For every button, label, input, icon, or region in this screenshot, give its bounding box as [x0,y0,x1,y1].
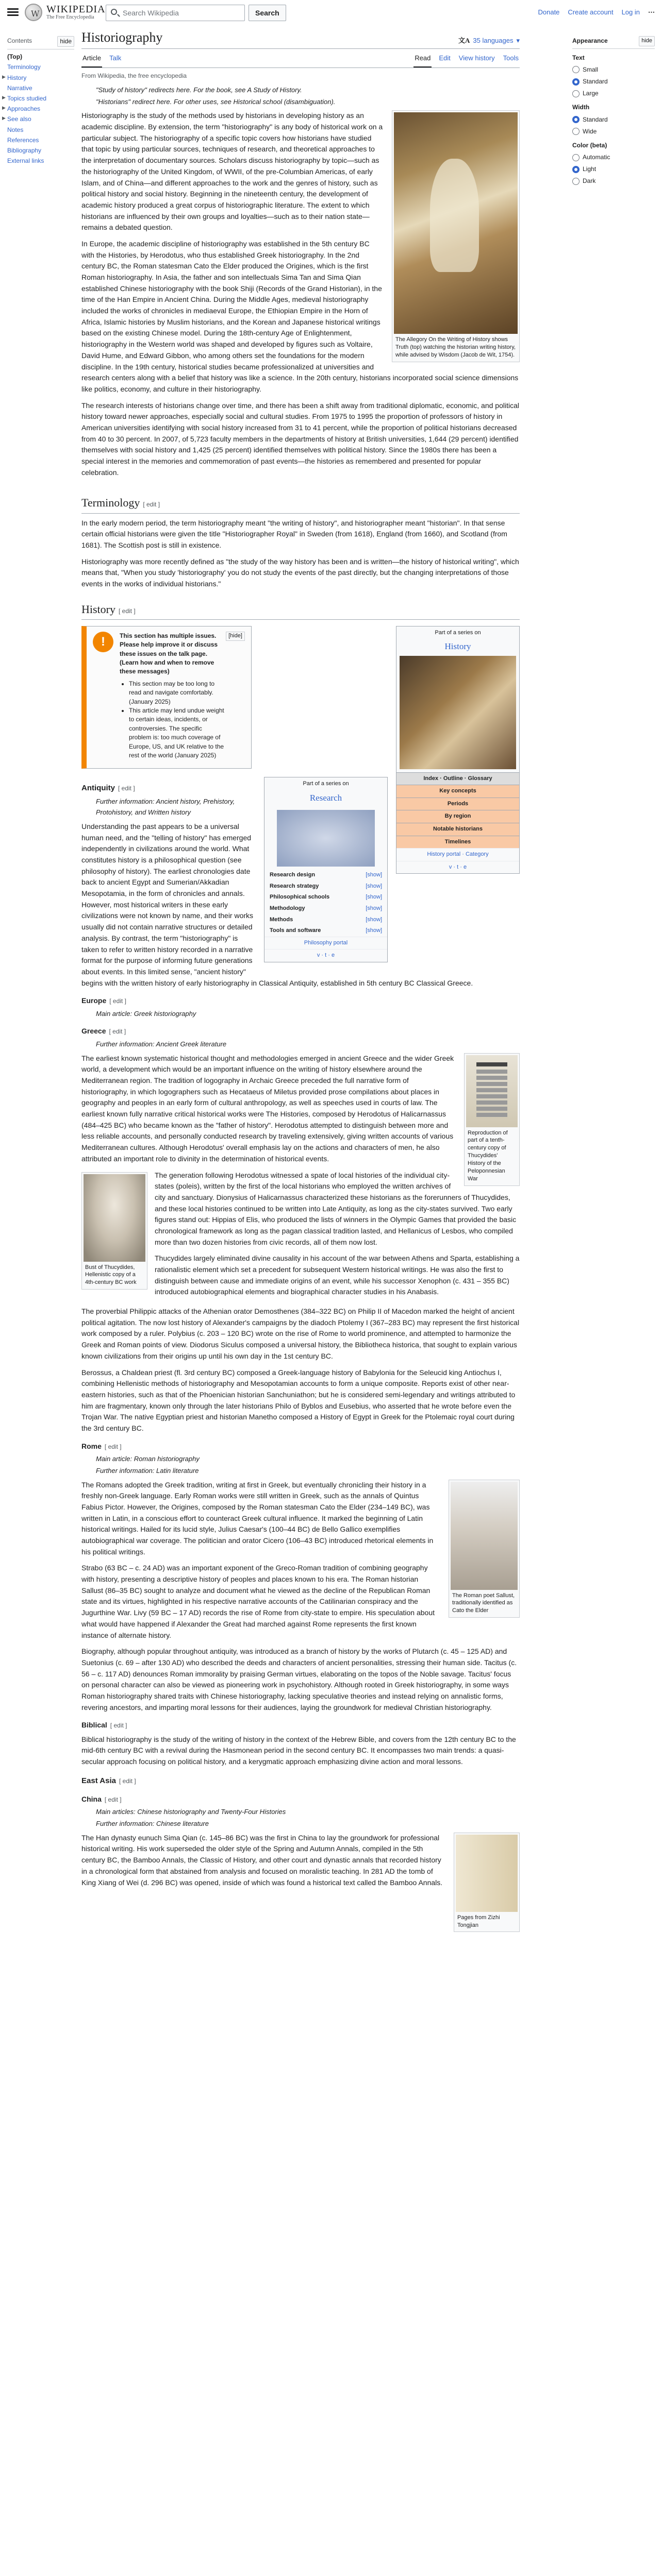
radio-button-icon[interactable] [572,154,580,161]
thucydides-manuscript-figure [464,1053,520,1186]
lead-figure [392,110,520,362]
issue-item: • This article may lend undue weight to certain ideas, incidents, or controversies. The specific problem is: too much coverage of Europe, US, and UK relative to the rest of the world (January 2025) [129,706,226,760]
series-image [277,810,375,867]
toc-item[interactable]: (Top) [7,53,23,61]
issue-item: • This section may be too long to read and navigate comfortably. (January 2025) [129,680,226,706]
section-heading-china: China [ edit ] [81,1794,122,1803]
tab-view-history[interactable]: View history [458,54,495,62]
series-list-item[interactable]: Tools and software [show] [264,925,387,937]
series-row[interactable]: Periods [396,798,519,810]
china-paragraph: The Han dynasty eunuch Sima Qian (c. 145–86 BC) was the first in China to lay the groundwork for professional historical writing. His work superseded the older style of the Spring and Autumn Annals, compiled in the 5th century BC, the Bamboo Annals, the Classic of History, and other court and dynastic annals that recorded history in a chronological form that abstained from analysis and focused on moralistic teaching. In 281 AD the tomb of King Xiang of Wei (d. 296 BC) was opened, inside of which was found a historical text called the Bamboo Annals. [81,1833,443,1887]
hatnote: "Historians" redirect here. For other uses, see Historical school (disambiguation). [96,97,336,106]
section-heading-rome: Rome [ edit ] [81,1442,122,1450]
more-options-icon[interactable]: ⋯ [648,8,655,16]
show-toggle[interactable]: [show] [366,894,382,901]
edit-link[interactable]: [ edit ] [143,501,160,509]
width-option[interactable]: Wide [572,127,655,137]
section-heading-europe: Europe [ edit ] [81,996,126,1005]
main-menu-icon[interactable] [7,7,19,18]
radio-button-icon[interactable] [572,78,580,86]
search-icon [111,9,117,15]
terminology-paragraph: Historiography was more recently defined as "the study of the way history has been and is written—the history of historical writing", which means that, "When you study 'historiography' you do not study the events of the past directly, but the changing interpretations of those events in the works of individual historians." [81,557,519,588]
section-heading-greece: Greece [ edit ] [81,1027,126,1036]
edit-link[interactable]: [ edit ] [119,1777,136,1785]
series-list-item[interactable]: Methodology [show] [264,903,387,914]
donate-link[interactable]: Donate [538,8,560,16]
greece-paragraph: Berossus, a Chaldean priest (fl. 3rd century BC) composed a Greek-language history of Babylonia for the Seleucid king Antiochus I, combining Hellenistic methods of historiography and Mesopotamian accounts to form a unique composite. Reports exist of other near-eastern histories, such as that of the Phoenician historian Sanchuniathon; but he is considered semi-legendary and writings attributed to him are fragmentary, known only through the later historians Philo of Byblos and Eusebius, who asserted that he wrote before even the Trojan War. The native Egyptian priest and historian Manetho composed a History of Egypt in Greek for the Ptolemaic royal court during the 3rd century BC. [81,1368,516,1432]
color-label: Color (beta) [572,141,607,149]
lead-paragraph: Historiography is the study of the methods used by historians in developing history as an academic discipline. By extension, the term "historiography" is any body of historical work on a particular subject. The historiography of a specific topic covers how historians have studied that topic by using particular sources, techniques of research, and theoretical approaches to the interpretation of documentary sources. Scholars discuss historiography by topic—such as the historiography of the United Kingdom, of WWII, of the pre-Columbian Americas, of early Islam, and of China—and different approaches to the work and the genres of history, such as political history and social history. Beginning in the nineteenth century, the development of academic history produced a great corpus of historiographic literature. The extent to which historians are influenced by their own groups and loyalties—such as to their nation state—remains a debated question. [81,111,383,232]
greece-paragraph: The proverbial Philippic attacks of the Athenian orator Demosthenes (384–322 BC) on Philip II of Macedon marked the height of ancient political agitation. The now lost history of Alexander's campaigns by the diadoch Ptolemy I (367–283 BC) may represent the first historical work composed by a ruler. Polybius (c. 203 – 120 BC) wrote on the rise of Rome to world prominence, and attempted to harmonize the Greek and Roman points of view. Diodorus Siculus composed a universal history, the Bibliotheca historica, that sought to explain various known civilizations from their origins up until his own day in the 1st century BC. [81,1307,520,1360]
series-list-item[interactable]: Research strategy [show] [264,881,387,892]
color-option[interactable]: Dark [572,176,655,186]
personal-tools [538,7,655,18]
sallust-figure [449,1480,520,1618]
section-heading-antiquity: Antiquity [ edit ] [81,784,135,793]
text-size-option[interactable]: Standard [572,77,655,87]
manuscript-image[interactable] [456,1835,518,1912]
text-size-option[interactable]: Small [572,65,655,75]
toc-item[interactable]: Notes [7,126,24,133]
greece-paragraph: The earliest known systematic historical thought and methodologies emerged in ancient Greece and the wider Greek world, a development which would be an important influence on the writing of history elsewhere around the Mediterranean region. The tradition of logography in Archaic Greece preceded the full narrative form of historiography, in which logographers such as Hecataeus of Miletus provided prose compilations about places in geography and peoples in an early form of cultural anthropology, as well as speeches used in courts of law. The earliest known fully narrative critical historical works were The Histories, composed by Herodotus of Halicarnassus (484–425 BC) who became known as the "father of history". Herodotus attempted to distinguish between more and less reliable accounts, and personally conducted research by traveling extensively, giving written accounts of various Mediterranean cultures. Although Herodotus' overall emphasis lay on the actions and characters of men, he also attributed an important role to divinity in the determination of historical events. [81,1054,454,1163]
rome-paragraph: Biography, although popular throughout antiquity, was introduced as a branch of history by the works of Plutarch (c. 45 – 125 AD) and Suetonius (c. 69 – after 130 AD) who described the deeds and characters of ancient personalities, stressing their human side. Tacitus (c. 56 – c. 117 AD) denounces Roman immorality by praising German virtues, elaborating on the topos of the Noble savage. Tacitus' focus on personal character can also be viewed as pioneering work in psychohistory. Although rooted in Greek historiography, in some ways Roman historiography shared traits with Chinese historiography, lacking speculative theories and instead relying on annalistic forms, revering ancestors, and imparting moral lessons for their audiences, laying the groundwork for medieval Christian historiography. [81,1647,517,1711]
appearance-panel [572,36,655,189]
globe-icon: W [25,4,42,21]
further-information: Further information: Ancient history, Prehistory, Protohistory, and Written history [96,798,235,817]
tab-edit[interactable]: Edit [439,54,451,62]
main-article-note: Main articles: Chinese historiography and Twenty-Four Histories [96,1808,286,1816]
tab-read[interactable]: Read [413,51,432,67]
radio-button-icon[interactable] [572,128,580,135]
figure-caption: The Roman poet Sallust, traditionally identified as Cato the Elder [452,1592,515,1614]
main-article-note: Main article: Roman historiography [96,1455,200,1463]
series-row[interactable]: Key concepts [396,785,519,798]
terminology-paragraph: In the early modern period, the term historiography meant "the writing of history", and historiographer meant "historian". In that sense certain official historians were given the title "Historiographer Royal" in Sweden (from 1618), England (from 1660), and Scotland (from 1681). The Scottish post is still in existence. [81,518,507,549]
chevron-right-icon[interactable]: ▶ [2,74,6,79]
series-index-links[interactable]: Index · Outline · Glossary [396,772,519,785]
radio-button-icon[interactable] [572,116,580,123]
width-label: Width [572,104,590,111]
series-footer[interactable]: History portal · Category [396,848,519,861]
show-toggle[interactable]: [show] [366,927,382,934]
edit-link[interactable]: [ edit ] [109,997,126,1005]
wordmark: WIKIPEDIA [46,4,106,15]
section-heading-biblical: Biblical [ edit ] [81,1721,127,1730]
radio-button-icon[interactable] [572,178,580,185]
further-information: Further information: Ancient Greek literature [96,1040,227,1048]
biblical-paragraph: Biblical historiography is the study of the writing of history in the context of the Hebrew Bible, and covers from the 12th century BC to the mid-6th century BC with a revival during the Hasmonean period in the second century BC. It encompasses two main trends: a quasi-secular approach focusing on political history, and a kerygmatic approach emphasizing divine action and moral lessons. [81,1735,516,1766]
thucydides-bust-figure [81,1172,147,1290]
show-toggle[interactable]: [show] [366,905,382,911]
hatnote: "Study of history" redirects here. For the book, see A Study of History. [96,86,302,94]
bust-image[interactable] [84,1174,145,1262]
chevron-down-icon: ▾ [516,37,520,44]
research-series-box: Part of a series on Research Research design [show] Research strategy [show] Philosophical schools [show] Methodology [show] Methods [show] Tools and software [show] Philosophy portal v · t · e [264,777,388,962]
edit-link[interactable]: [ edit ] [110,1722,127,1730]
article-content [81,29,520,1937]
search-button[interactable]: Search [249,5,286,21]
series-title[interactable]: Research [309,792,342,803]
section-heading-terminology: Terminology [ edit ] [81,494,520,513]
series-footer[interactable]: Philosophy portal [264,937,387,950]
figure-caption: Pages from Zizhi Tongjian [457,1914,500,1928]
rome-paragraph: The Romans adopted the Greek tradition, writing at first in Greek, but eventually chronicling their history in a freshly non-Greek language. Early Roman works were still written in Greek, such as the annals of Quintus Fabius Pictor. However, the Origines, composed by the Roman statesman Cato the Elder (234–149 BC), was written in Latin, in a conscious effort to counteract Greek cultural influence. It marked the beginning of Latin historical writings. Hailed for its lucid style, Julius Caesar's (100–44 BC) de Bello Gallico exemplifies autobiographical war coverage. The politician and orator Cicero (106–43 BC) introduced rhetorical elements in his political writings. [81,1480,434,1556]
main-article-note: Main article: Greek historiography [96,1009,196,1018]
antiquity-paragraph: Understanding the past appears to be a universal human need, and the "telling of history" has emerged independently in civilizations around the world. What constitutes history is a philosophical question (see philosophy of history). The earliest chronologies date back to ancient Egypt and Sumerian/Akkadian Mesopotamia, in the form of chronicles and annals. However, most historical writers in these early civilizations were not known by name, and their works usually did not contain narrative structures or detailed analysis. By contrast, the term "historiography" is taken to refer to written history recorded in a narrative format for the purpose of informing future generations about events. In this limited sense, "ancient history" begins with the written history of early historiography in Classical Antiquity, established in 5th century BC Classical Greece. [81,822,473,987]
login-link[interactable]: Log in [621,8,640,16]
issues-title: This section has multiple issues. Please help improve it or discuss these issues on the talk page. (Learn how and when to remove these messages) [120,632,218,675]
text-size-label: Text [572,54,585,61]
tab-tools[interactable]: Tools [503,54,519,62]
toc-item[interactable]: ▶ History [2,74,27,81]
tagline: The Free Encyclopedia [46,14,94,20]
table-of-contents [2,36,74,167]
series-image [400,656,516,769]
edit-link[interactable]: [ edit ] [104,1443,122,1450]
translate-icon: 文A [458,37,470,44]
color-option[interactable]: Automatic [572,152,655,162]
series-row[interactable]: Timelines [396,836,519,849]
toc-title: Contents [7,37,32,44]
series-title[interactable]: History [444,641,471,652]
text-size-option[interactable]: Large [572,89,655,98]
greece-paragraph: The generation following Herodotus witnessed a spate of local histories of the individual city-states (poleis), written by the first of the local historians who employed the written archives of city and sanctuary. Dionysius of Halicarnassus characterized these historians as the forerunners of Thucydides, and these local histories continued to be written into Late Antiquity, as long as the city-states survived. Two early figures stand out: Hippias of Elis, who produced the lists of winners in the Olympic Games that provided the basic chronological framework as long as the pagan classical tradition lasted, and Hellanicus of Lesbos, who compiled more than two dozen histories from civic records, all of them now lost. [155,1171,517,1246]
rome-paragraph: Strabo (63 BC – c. 24 AD) was an important exponent of the Greco-Roman tradition of combining geography with history, presenting a descriptive history of peoples and places known to his era. The Roman historian Sallust (86–35 BC) sought to analyze and document what he viewed as the decline of the Republican Roman state and its virtues, highlighted in his respective narrative accounts of the Catilinarian conspiracy and the Jugurthine War. Livy (59 BC – 17 AD) records the rise of Rome from city-state to empire. His speculation about what would have happened if Alexander the Great had marched against Rome represents the first known instance of alternate history. [81,1564,435,1639]
vte-links[interactable]: v · t · e [264,949,387,962]
toc-item[interactable]: References [7,136,39,144]
toc-item[interactable]: Narrative [7,84,32,92]
series-row[interactable]: By region [396,810,519,823]
figure-caption: The Allegory On the Writing of History shows Truth (top) watching the historian writing history, while advised by Wisdom (Jacob de Wit, 1754). [395,336,516,359]
figure-caption: Bust of Thucydides, Hellenistic copy of a 4th-century BC work [85,1264,137,1286]
width-option[interactable]: Standard [572,115,655,125]
further-information: Further information: Latin literature [96,1466,199,1475]
toc-item[interactable]: Bibliography [7,146,42,154]
edit-link[interactable]: [ edit ] [118,785,135,792]
manuscript-image[interactable] [466,1055,518,1127]
color-option[interactable]: Light [572,164,655,174]
issues-box [81,626,252,769]
section-heading-history: History [ edit ] [81,600,520,620]
language-button[interactable]: 文A 35 languages ▾ [458,36,520,46]
lead-paragraph: The research interests of historians change over time, and there has been a shift away from traditional diplomatic, economic, and political history toward newer approaches, especially social and cultural studies. From 1975 to 1995 the proportion of professors of history in American universities identifying with social history increased from 31 to 41 percent, while the proportion of political historians decreased from 40 to 30 percent. In 2007, of 5,723 faculty members in the departments of history at British universities, 1,644 (29 percent) identified themselves with social history and 1,425 (25 percent) identified themselves with political history. Since the 1980s there has been a special interest in the memories and commemoration of past events—the histories as remembered and presented for popular celebration. [81,401,519,477]
show-toggle[interactable]: [show] [366,883,382,889]
series-list-item[interactable]: Methods [show] [264,914,387,926]
radio-button-icon[interactable] [572,166,580,173]
further-information: Further information: Chinese literature [96,1820,209,1827]
lead-paragraph: In Europe, the academic discipline of historiography was established in the 5th century BC with the Histories, by Herodotus, who thus established Greek historiography. In the 2nd century BC, the Roman statesman Cato the Elder produced the Origines, which is the first Roman historiography. In Asia, the father and son intellectuals Sima Tan and Sima Qian established Chinese historiography with the book Shiji (Records of the Grand Historian), in the time of the Han Empire in Ancient China. During the Middle Ages, medieval historiography included the works of chronicles in mediaeval Europe, the Ethiopian Empire in the Horn of Africa, Islamic histories by Muslim historians, and the Korean and Japanese historical writings based on the existing Chinese model. During the 18th-century Age of Enlightenment, historiography in the Western world was shaped and developed by figures such as Voltaire, David Hume, and Edward Gibbon, who among others set the foundations for the modern discipline. In the 19th century, historical studies became professionalized at universities and research centers along with a belief that history was like a science. In the 20th century, historians incorporated social science dimensions like politics, economy, and culture in their historiography. [81,239,519,393]
history-series-box: Part of a series on History Index · Outline · Glossary Key concepts Periods By region Notable historians Timelines History portal · Category v · t · e [396,626,520,874]
zizhi-tongjian-figure [454,1833,520,1933]
series-list-item[interactable]: Philosophical schools [show] [264,892,387,903]
toc-item[interactable]: ▶ Topics studied [2,94,47,102]
vte-links[interactable]: v · t · e [396,861,519,874]
toc-item[interactable]: ▶ Approaches [2,105,41,113]
site-header [0,0,662,26]
toc-item[interactable]: External links [7,157,44,165]
chevron-right-icon[interactable]: ▶ [2,94,6,100]
allegory-painting-image[interactable] [394,112,518,334]
issues-hide-button[interactable]: [hide] [226,632,245,641]
greece-paragraph: Thucydides largely eliminated divine causality in his account of the war between Athens and Sparta, establishing a rationalistic element which set a precedent for subsequent Western historical writings. He was also the first to distinguish between cause and immediate origins of an event, while his successor Xenophon (c. 431 – 355 BC) introduced autobiographical elements and biographical character studies in his Anabasis. [155,1254,520,1296]
radio-button-icon[interactable] [572,66,580,73]
series-list-item[interactable]: Research design [show] [264,870,387,881]
radio-button-icon[interactable] [572,90,580,97]
warning-icon: ! [93,632,113,652]
search-input[interactable]: Search Wikipedia [106,5,245,21]
appearance-hide-button[interactable]: hide [639,36,655,46]
chevron-right-icon[interactable]: ▶ [2,105,6,111]
show-toggle[interactable]: [show] [366,916,382,923]
site-subtitle: From Wikipedia, the free encyclopedia [81,72,187,79]
appearance-title: Appearance [572,37,608,44]
tab-talk[interactable]: Talk [109,54,122,62]
sculpture-image[interactable] [451,1482,518,1590]
section-heading-east-asia: East Asia [ edit ] [81,1776,136,1785]
page-title: Historiography [81,30,163,45]
show-toggle[interactable]: [show] [366,872,382,878]
create-account-link[interactable]: Create account [568,8,614,16]
figure-caption: Reproduction of part of a tenth-century copy of Thucydides' History of the Peloponnesian War [468,1129,508,1182]
edit-link[interactable]: [ edit ] [119,607,136,615]
chevron-right-icon[interactable]: ▶ [2,115,6,121]
tab-article[interactable]: Article [81,51,102,67]
edit-link[interactable]: [ edit ] [104,1795,122,1803]
toc-hide-button[interactable]: hide [57,36,74,47]
toc-item[interactable]: ▶ See also [2,115,31,123]
toc-item[interactable]: Terminology [7,63,41,71]
wikipedia-logo[interactable] [25,4,106,21]
series-row[interactable]: Notable historians [396,823,519,836]
edit-link[interactable]: [ edit ] [109,1028,126,1036]
